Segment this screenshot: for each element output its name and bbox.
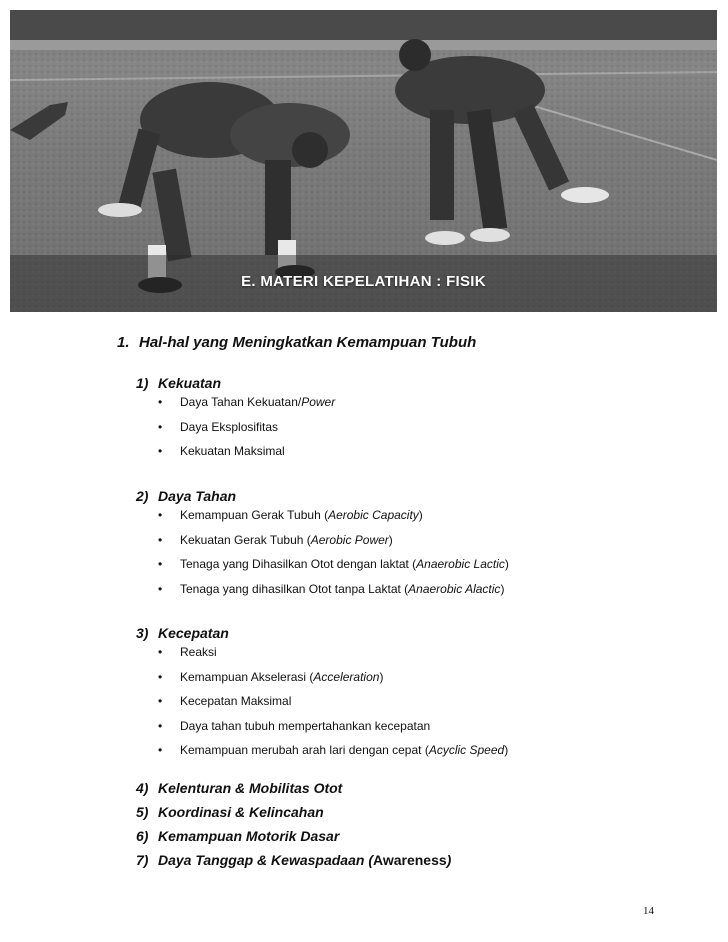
bullet-icon: • xyxy=(158,743,163,757)
bullet-icon: • xyxy=(158,444,163,458)
list-item: • Reaksi xyxy=(158,645,217,659)
section-list xyxy=(136,507,509,597)
section-list xyxy=(136,644,508,758)
list-item: • Daya Eksplosifitas xyxy=(158,419,279,434)
section-list xyxy=(136,394,335,459)
bullet-icon: • xyxy=(158,694,163,708)
section-title-text: Daya Tahan xyxy=(158,488,237,504)
list-item: • Kemampuan Akselerasi (Acceleration) xyxy=(158,669,384,684)
list-item: • Daya Tahan Kekuatan/Power xyxy=(158,395,336,409)
list-item: • Tenaga yang dihasilkan Otot tanpa Laktat (Anaerobic Alactic) xyxy=(158,581,505,596)
list-item: • Kemampuan Gerak Tubuh (Aerobic Capacity) xyxy=(158,508,423,522)
banner-title: E. MATERI KEPELATIHAN : FISIK xyxy=(241,272,486,290)
section-kelenturan: 4) Kelenturan & Mobilitas Otot xyxy=(136,780,343,796)
bullet-icon: • xyxy=(158,419,163,434)
section-daya-tanggap: 7) Daya Tanggap & Kewaspadaan (Awareness) xyxy=(136,852,452,868)
section-title-text: Kekuatan xyxy=(158,375,222,391)
additional-sections xyxy=(136,776,451,872)
bullet-icon: • xyxy=(158,395,163,409)
bullet-icon: • xyxy=(158,532,163,547)
section-kecepatan xyxy=(136,623,508,767)
bullet-icon: • xyxy=(158,508,163,522)
section-kekuatan xyxy=(136,373,335,468)
main-heading-number: 1. xyxy=(117,334,130,351)
list-item: • Kekuatan Gerak Tubuh (Aerobic Power) xyxy=(158,532,393,547)
list-item: • Tenaga yang Dihasilkan Otot dengan laktat (Anaerobic Lactic) xyxy=(158,557,509,571)
bullet-icon: • xyxy=(158,557,163,571)
section-daya-tahan xyxy=(136,486,509,605)
section-koordinasi: 5) Koordinasi & Kelincahan xyxy=(136,804,324,820)
list-item: • Kekuatan Maksimal xyxy=(158,444,285,458)
bullet-icon: • xyxy=(158,645,163,659)
bullet-icon: • xyxy=(158,718,163,733)
section-number: 3) xyxy=(136,625,149,641)
list-item: • Kemampuan merubah arah lari dengan cepat (Acyclic Speed) xyxy=(158,743,509,757)
section-title xyxy=(136,373,335,393)
section-title xyxy=(136,623,508,643)
page-number: 14 xyxy=(643,905,654,917)
section-motorik: 6) Kemampuan Motorik Dasar xyxy=(136,828,340,844)
section-number: 1) xyxy=(136,375,149,391)
bullet-icon: • xyxy=(158,669,163,684)
main-heading xyxy=(117,334,476,351)
section-title-text: Kecepatan xyxy=(158,625,229,641)
section-title xyxy=(136,486,509,506)
section-number: 2) xyxy=(136,488,149,504)
bullet-icon: • xyxy=(158,581,163,596)
list-item: • Daya tahan tubuh mempertahankan kecepatan xyxy=(158,718,431,733)
main-heading-text: Hal-hal yang Meningkatkan Kemampuan Tubuh xyxy=(139,334,477,351)
list-item: • Kecepatan Maksimal xyxy=(158,694,292,708)
